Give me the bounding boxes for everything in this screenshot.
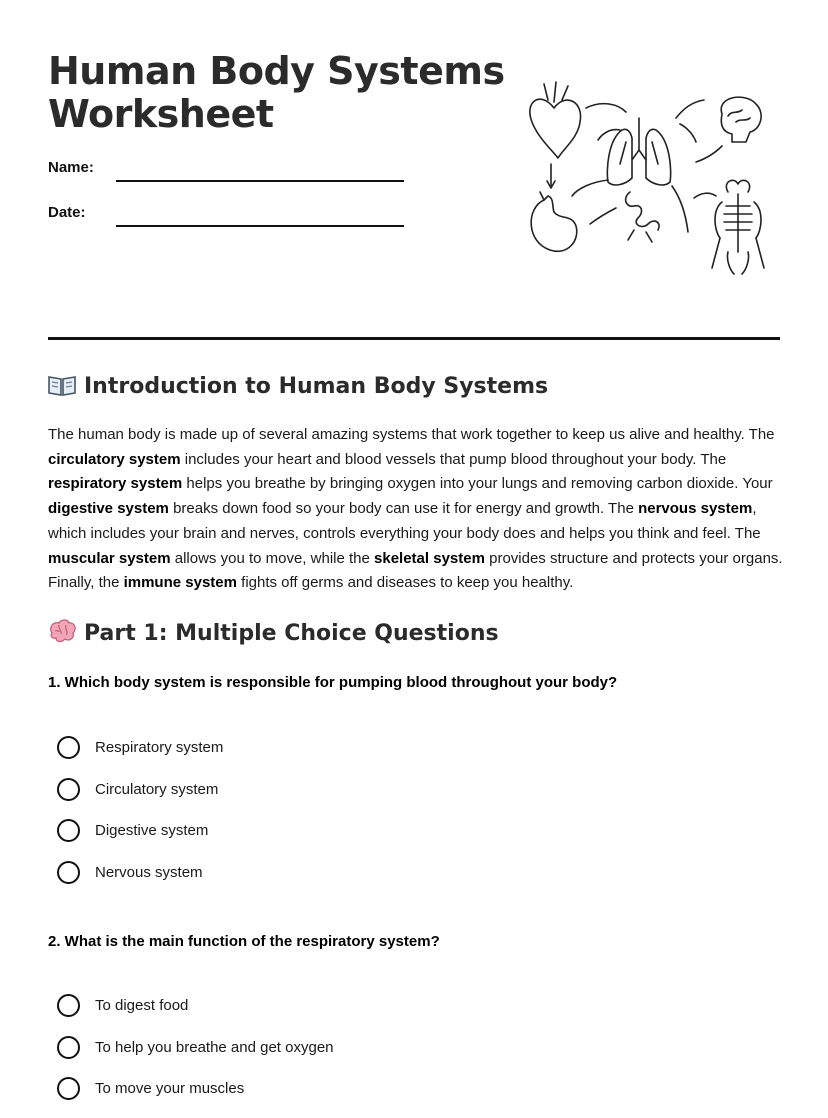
radio-button[interactable] [57, 994, 80, 1017]
date-label: Date: [48, 204, 86, 221]
system-term: circulatory system [48, 450, 181, 468]
intro-text: fights off germs and diseases to keep you healthy. [236, 574, 574, 592]
option-label: Nervous system [95, 863, 203, 881]
intro-text: breaks down food so your body can use it for energy and growth. The [168, 500, 639, 518]
system-term: muscular system [48, 549, 171, 567]
q2-option[interactable] [57, 985, 334, 1027]
option-label: Respiratory system [95, 739, 224, 757]
radio-button[interactable] [57, 736, 80, 759]
open-book-icon [48, 374, 76, 396]
option-label: To digest food [95, 997, 189, 1015]
option-label: To help you breathe and get oxygen [95, 1038, 334, 1056]
intro-text: includes your heart and blood vessels that pump blood throughout your body. The [180, 450, 727, 468]
q1-option[interactable] [57, 727, 223, 769]
worksheet-title [48, 50, 505, 136]
intro-text: provides structure and protects your organs. Finally, the [48, 549, 783, 592]
name-input-line[interactable] [116, 180, 404, 182]
question-1-options [57, 727, 223, 893]
title-line-1: Human Body Systems [48, 49, 505, 93]
system-term: respiratory system [48, 475, 183, 493]
intro-text: The human body is made up of several amazing systems that work together to keep us alive and healthy. The [48, 426, 775, 443]
human-body-organs-illustration [522, 80, 772, 275]
option-label: To move your muscles [95, 1080, 245, 1098]
brain-icon [48, 619, 76, 643]
radio-button[interactable] [57, 861, 80, 884]
system-term: nervous system [638, 500, 753, 518]
option-label: Digestive system [95, 822, 209, 840]
q2-option[interactable] [57, 1068, 334, 1110]
intro-text: , which includes your brain and nerves, controls everything your body does and helps you think and feel. The [48, 500, 761, 542]
q1-option[interactable] [57, 852, 223, 894]
radio-button[interactable] [57, 778, 80, 801]
intro-text: allows you to move, while the [170, 549, 375, 567]
name-label: Name: [48, 159, 94, 176]
title-line-2: Worksheet [48, 92, 274, 136]
q2-option[interactable] [57, 1027, 334, 1069]
intro-text: helps you breathe by bringing oxygen into your lungs and removing carbon dioxide. Your [182, 475, 773, 493]
part1-heading-text: Part 1: Multiple Choice Questions [84, 621, 499, 646]
intro-paragraph [48, 423, 783, 596]
option-label: Circulatory system [95, 780, 219, 798]
system-term: immune system [123, 574, 237, 592]
radio-button[interactable] [57, 1036, 80, 1059]
date-input-line[interactable] [116, 225, 404, 227]
intro-heading-text: Introduction to Human Body Systems [84, 374, 549, 399]
q1-option[interactable] [57, 769, 223, 811]
question-2: 2. What is the main function of the respiratory system? [48, 933, 440, 950]
intro-heading [48, 374, 548, 399]
system-term: digestive system [48, 500, 169, 518]
part1-heading [48, 619, 499, 646]
question-2-options [57, 985, 334, 1110]
system-term: skeletal system [374, 549, 485, 567]
q1-option[interactable] [57, 810, 223, 852]
question-1: 1. Which body system is responsible for pumping blood throughout your body? [48, 674, 618, 691]
radio-button[interactable] [57, 819, 80, 842]
radio-button[interactable] [57, 1077, 80, 1100]
header-divider [48, 337, 780, 340]
